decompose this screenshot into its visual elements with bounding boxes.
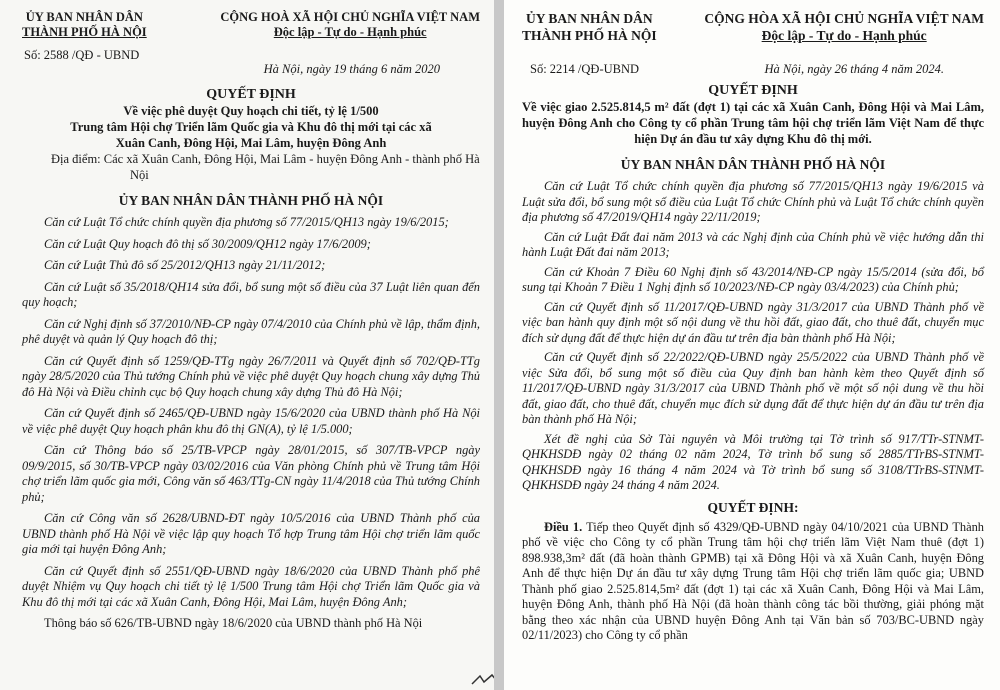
authority-heading: ỦY BAN NHÂN DÂN THÀNH PHỐ HÀ NỘI xyxy=(620,157,886,172)
agency-line-1: ỦY BAN NHÂN DÂN xyxy=(25,10,143,24)
preamble-list xyxy=(522,179,984,494)
article-text: Tiếp theo Quyết định số 4329/QĐ-UBND ngày 04/10/2021 của UBND Thành phố về việc cho Công ty cổ phần Trung tâm hội chợ triển lãm Việt Nam thuê (đợt 1) 898.938,3m² đất (đã hoàn thành GPMB) tại xã Đông Hội và xã Xuân Canh, huyện Đông Anh để thực hiện Dự án đầu tư xây dựng Trung tâm Hội chợ triển lãm quốc gia; UBND Thành phố giao 2.525.814,5m² đất (đợt 1) tại các xã Xuân Canh, Đông Hội và Mai Lâm, huyện Đông Anh, thành phố Hà Nội (đã hoàn thành công tác bồi thường, giải phóng mặt bằng theo xác nhận của UBND huyện Đông Anh tại Văn bản số 703/BC-UBND ngày 02/11/2023) cho Công ty cổ phần xyxy=(522,519,984,642)
doc-date: Hà Nội, ngày 26 tháng 4 năm 2024. xyxy=(764,62,944,76)
subject-line-2: Trung tâm Hội chợ Triển lãm Quốc gia và Khu đô thị mới tại các xã xyxy=(70,120,432,134)
motto: Độc lập - Tự do - Hạnh phúc xyxy=(273,25,427,39)
national-header xyxy=(704,10,984,44)
preamble-item: Thông báo số 626/TB-UBND ngày 18/6/2020 của UBND thành phố Hà Nội xyxy=(44,616,423,630)
doc-title: QUYẾT ĐỊNH xyxy=(708,83,798,98)
preamble-item: Căn cứ Khoản 7 Điều 60 Nghị định số 43/2014/NĐ-CP ngày 15/5/2014 (sửa đổi, bổ sung tại Khoản 7 Điều 1 Nghị định số 10/2023/NĐ-CP ngày 03/4/2023) của Chính phủ; xyxy=(522,264,984,294)
location: Địa điểm: Các xã Xuân Canh, Đông Hội, Mai Lâm - huyện Đông Anh - thành phố Hà Nội xyxy=(51,152,480,182)
agency-line-2: THÀNH PHỐ HÀ NỘI xyxy=(522,28,657,43)
preamble-item: Căn cứ Luật Tổ chức chính quyền địa phương số 77/2015/QH13 ngày 19/6/2015 và Luật sửa đổi, bổ sung một số điều của Luật Tổ chức Chính phủ và Luật Tổ chức chính quyền địa phương số 47/2019/QH14 ngày 22/11/2019; xyxy=(522,179,984,224)
authority-heading: ỦY BAN NHÂN DÂN THÀNH PHỐ HÀ NỘI xyxy=(118,193,384,208)
preamble-item: Căn cứ Quyết định số 1259/QĐ-TTg ngày 26/7/2011 và Quyết định số 702/QĐ-TTg ngày 28/5/2020 của Thủ tướng Chính phủ về việc phê duyệt Quy hoạch chung xây dựng Thủ đô Hà Nội và Điều chỉnh cục bộ Quy hoạch chung xây dựng Thủ đô Hà Nội; xyxy=(22,353,480,399)
preamble-item: Căn cứ Luật Thủ đô số 25/2012/QH13 ngày 21/11/2012; xyxy=(44,258,326,272)
decision-heading: QUYẾT ĐỊNH: xyxy=(707,499,799,515)
article-label: Điều 1. xyxy=(544,519,583,534)
article-1 xyxy=(522,520,984,644)
document-page-right xyxy=(504,0,1000,690)
subject-line-3: Xuân Canh, Đông Hội, Mai Lâm, huyện Đông Anh xyxy=(115,136,387,150)
national-header xyxy=(220,10,480,40)
preamble-item: Căn cứ Quyết định số 2551/QĐ-UBND ngày 18/6/2020 của UBND Thành phố phê duyệt Nhiệm vụ Quy hoạch chi tiết tỷ lệ 1/500 Trung tâm Hội chợ Triển lãm Quốc gia và Khu đô thị mới tại các xã Xuân Canh, Đông Hội, Mai Lâm, huyện Đông Anh; xyxy=(22,563,480,609)
preamble-item: Xét đề nghị của Sở Tài nguyên và Môi trường tại Tờ trình số 917/TTr-STNMT-QHKHSDĐ ngày 02 tháng 02 năm 2024, Tờ trình bổ sung số 2885/TTrBS-STNMT-QHKHSDĐ ngày 16 tháng 4 năm 2024 và Tờ trình bổ sung số 3108/TTrBS-STNMT-QHKHSDĐ ngày 24 tháng 4 năm 2024. xyxy=(522,431,984,492)
preamble-item: Căn cứ Luật Quy hoạch đô thị số 30/2009/QH12 ngày 17/6/2009; xyxy=(44,236,371,251)
motto: Độc lập - Tự do - Hạnh phúc xyxy=(761,28,927,43)
nation-title: CỘNG HOÀ XÃ HỘI CHỦ NGHĨA VIỆT NAM xyxy=(220,10,480,24)
doc-title: QUYẾT ĐỊNH xyxy=(206,87,296,102)
issuing-agency xyxy=(522,10,657,44)
preamble-item: Căn cứ Quyết định số 2465/QĐ-UBND ngày 15/6/2020 của UBND thành phố Hà Nội về việc phê duyệt Quy hoạch phân khu đô thị GN(A), tỷ lệ 1/5.000; xyxy=(22,406,480,436)
preamble-item: Căn cứ Luật Đất đai năm 2013 và các Nghị định của Chính phủ về việc hướng dẫn thi hành Luật Đất đai năm 2013; xyxy=(522,229,984,259)
header-right xyxy=(522,10,984,44)
preamble-list xyxy=(22,215,480,632)
nation-title: CỘNG HÒA XÃ HỘI CHỦ NGHĨA VIỆT NAM xyxy=(704,11,984,26)
doc-number: Số: 2588 /QĐ - UBND xyxy=(24,48,140,62)
issuing-agency xyxy=(22,10,147,40)
preamble-item: Căn cứ Công văn số 2628/UBND-ĐT ngày 10/5/2016 của UBND Thành phố của UBND thành phố Hà Nội về việc lập quy hoạch Tổ hợp Trung tâm Hội chợ triển lãm quốc gia mới tại huyện Đông Anh; xyxy=(22,511,480,556)
subject-line-1: Về việc phê duyệt Quy hoạch chi tiết, tỷ lệ 1/500 xyxy=(123,104,379,118)
agency-line-1: ỦY BAN NHÂN DÂN xyxy=(526,11,653,26)
preamble-item: Căn cứ Quyết định số 11/2017/QĐ-UBND ngày 31/3/2017 của UBND Thành phố về việc ban hành quy định một số nội dung về thu hồi đất, giao đất, cho thuê đất, chuyển mục đích sử dụng đất để thực hiện dự án đầu tư trên địa bàn thành phố Hà Nội; xyxy=(522,299,984,345)
preamble-item: Căn cứ Nghị định số 37/2010/NĐ-CP ngày 07/4/2010 của Chính phủ về lập, thẩm định, phê duyệt và quản lý Quy hoạch đô thị; xyxy=(22,316,480,346)
document-page-left xyxy=(0,0,494,690)
preamble-item: Căn cứ Luật số 35/2018/QH14 sửa đổi, bổ sung một số điều của 37 Luật liên quan đến quy hoạch; xyxy=(22,279,480,309)
preamble-item: Căn cứ Thông báo số 25/TB-VPCP ngày 28/01/2015, số 307/TB-VPCP ngày 09/9/2015, số 30/TB-VPCP ngày 03/02/2016 của Văn phòng Chính phủ về Trung tâm Hội chợ triển lãm quốc gia mới, Công văn số 463/TTg-CN ngày 11/4/2018 của Thủ tướng Chính phủ; xyxy=(22,443,480,504)
doc-date: Hà Nội, ngày 19 tháng 6 năm 2020 xyxy=(263,62,440,76)
subject: Về việc giao 2.525.814,5 m² đất (đợt 1) tại các xã Xuân Canh, Đông Hội và Mai Lâm, huyện Đông Anh cho Công ty cổ phần Trung tâm hội chợ triển lãm Việt Nam để thực hiện Dự án đầu tư xây dựng Khu đô thị mới. xyxy=(522,100,984,146)
preamble-item: Căn cứ Quyết định số 22/2022/QĐ-UBND ngày 25/5/2022 của UBND Thành phố về việc Sửa đổi, bổ sung một số điều của Quy định ban hành kèm theo Quyết định số 11/2017/QĐ-UBND ngày 31/3/2017 của UBND Thành phố về một số nội dung về thu hồi đất, giao đất, cho thuê đất, chuyển mục đích sử dụng đất để thực hiện dự án đầu tư trên địa bàn thành phố Hà Nội; xyxy=(522,350,984,426)
ink-mark-icon xyxy=(470,672,494,688)
agency-line-2: THÀNH PHỐ HÀ NỘI xyxy=(22,25,147,39)
preamble-item: Căn cứ Luật Tổ chức chính quyền địa phương số 77/2015/QH13 ngày 19/6/2015; xyxy=(44,215,449,229)
doc-number: Số: 2214 /QĐ-UBND xyxy=(530,62,640,76)
header-left xyxy=(22,10,480,40)
